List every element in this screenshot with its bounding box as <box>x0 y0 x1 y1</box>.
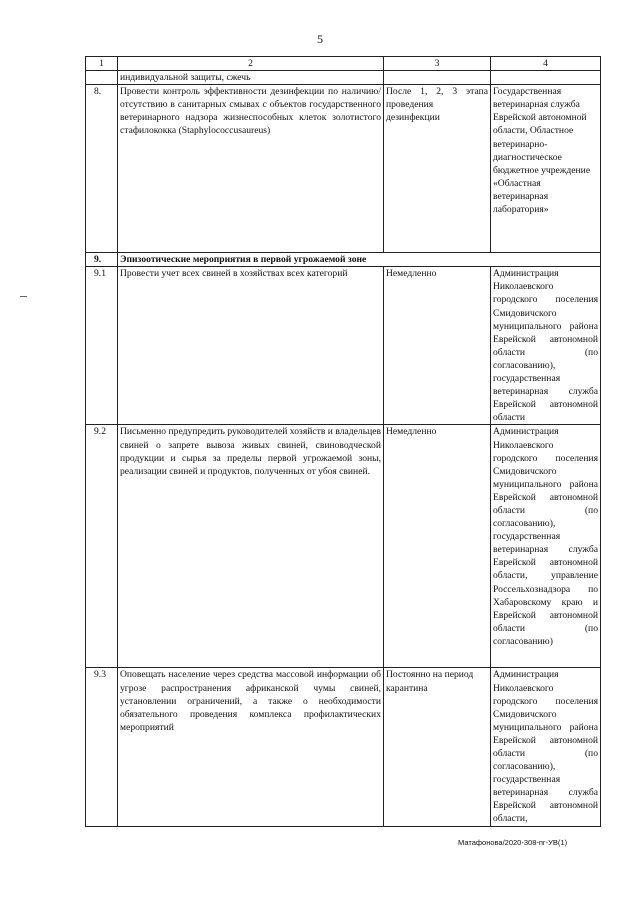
row-responsible: Администрация Николаевского городского поселения Смидовичского муниципального района Еврейской автономной области (по согласованию), государственная ветеринарная служба Еврейской автономной области, управление Россельхознадзора по Хабаровскому краю и Еврейской автономной области (по согласованию) <box>491 425 601 668</box>
row-action: Провести контроль эффективности дезинфекции по наличию/отсутствию в санитарных смывах с объектов государственного ветеринарного надзора жизнеспособных клеток золотистого стафилококка (Staphylococcusaureus) <box>118 85 384 253</box>
measures-table <box>85 56 601 827</box>
header-cell-3: 3 <box>384 57 491 71</box>
table-row-8 <box>86 85 601 253</box>
table-row-continuation <box>86 71 601 85</box>
document-code: Матафонова/2020-308-пг-УВ(1) <box>458 838 568 847</box>
row-responsible: Администрация Николаевского городского поселения Смидовичского муниципального района Еврейской автономной области (по согласованию), государственная ветеринарная служба Еврейской автономной области, <box>491 668 601 826</box>
row-action: индивидуальной защиты, сжечь <box>118 71 384 85</box>
row-deadline: После 1, 2, 3 этапа проведения дезинфекции <box>384 85 491 253</box>
table-row-9-1 <box>86 267 601 425</box>
page-number: 5 <box>317 32 323 46</box>
header-cell-2: 2 <box>118 57 384 71</box>
row-deadline <box>384 71 491 85</box>
header-cell-1: 1 <box>86 57 118 71</box>
section-row-9 <box>86 253 601 267</box>
row-number <box>86 71 118 85</box>
row-action: Оповещать население через средства массовой информации об угрозе распространения африканской чумы свиней, установлении ограничений, а также о необходимости обязательного проведения комплекса профилактических мероприятий <box>118 668 384 826</box>
table-row-9-3 <box>86 668 601 826</box>
row-number: 9.2 <box>86 425 118 668</box>
row-responsible: Администрация Николаевского городского поселения Смидовичского муниципального района Еврейской автономной области (по согласованию), государственная ветеринарная служба Еврейской автономной области <box>491 267 601 425</box>
section-number: 9. <box>86 253 118 267</box>
margin-mark <box>20 296 27 297</box>
row-action: Провести учет всех свиней в хозяйствах всех категорий <box>118 267 384 425</box>
table-row-9-2 <box>86 425 601 668</box>
row-number: 8. <box>86 85 118 253</box>
row-deadline: Немедленно <box>384 425 491 668</box>
row-responsible: Государственная ветеринарная служба Еврейской автономной области, Областное ветеринарно-диагностическое бюджетное учреждение «Областная ветеринарная лаборатория» <box>491 85 601 253</box>
section-title: Эпизоотические мероприятия в первой угрожаемой зоне <box>118 253 601 267</box>
row-number: 9.1 <box>86 267 118 425</box>
row-number: 9.3 <box>86 668 118 826</box>
row-responsible <box>491 71 601 85</box>
row-deadline: Постоянно на период карантина <box>384 668 491 826</box>
table-header-row <box>86 57 601 71</box>
header-cell-4: 4 <box>491 57 601 71</box>
row-action: Письменно предупредить руководителей хозяйств и владельцев свиней о запрете вывоза живых свиней, свиноводческой продукции и сырья за пределы первой угрожаемой зоны, реализации свиней и продуктов, полученных от убоя свиней. <box>118 425 384 668</box>
row-deadline: Немедленно <box>384 267 491 425</box>
